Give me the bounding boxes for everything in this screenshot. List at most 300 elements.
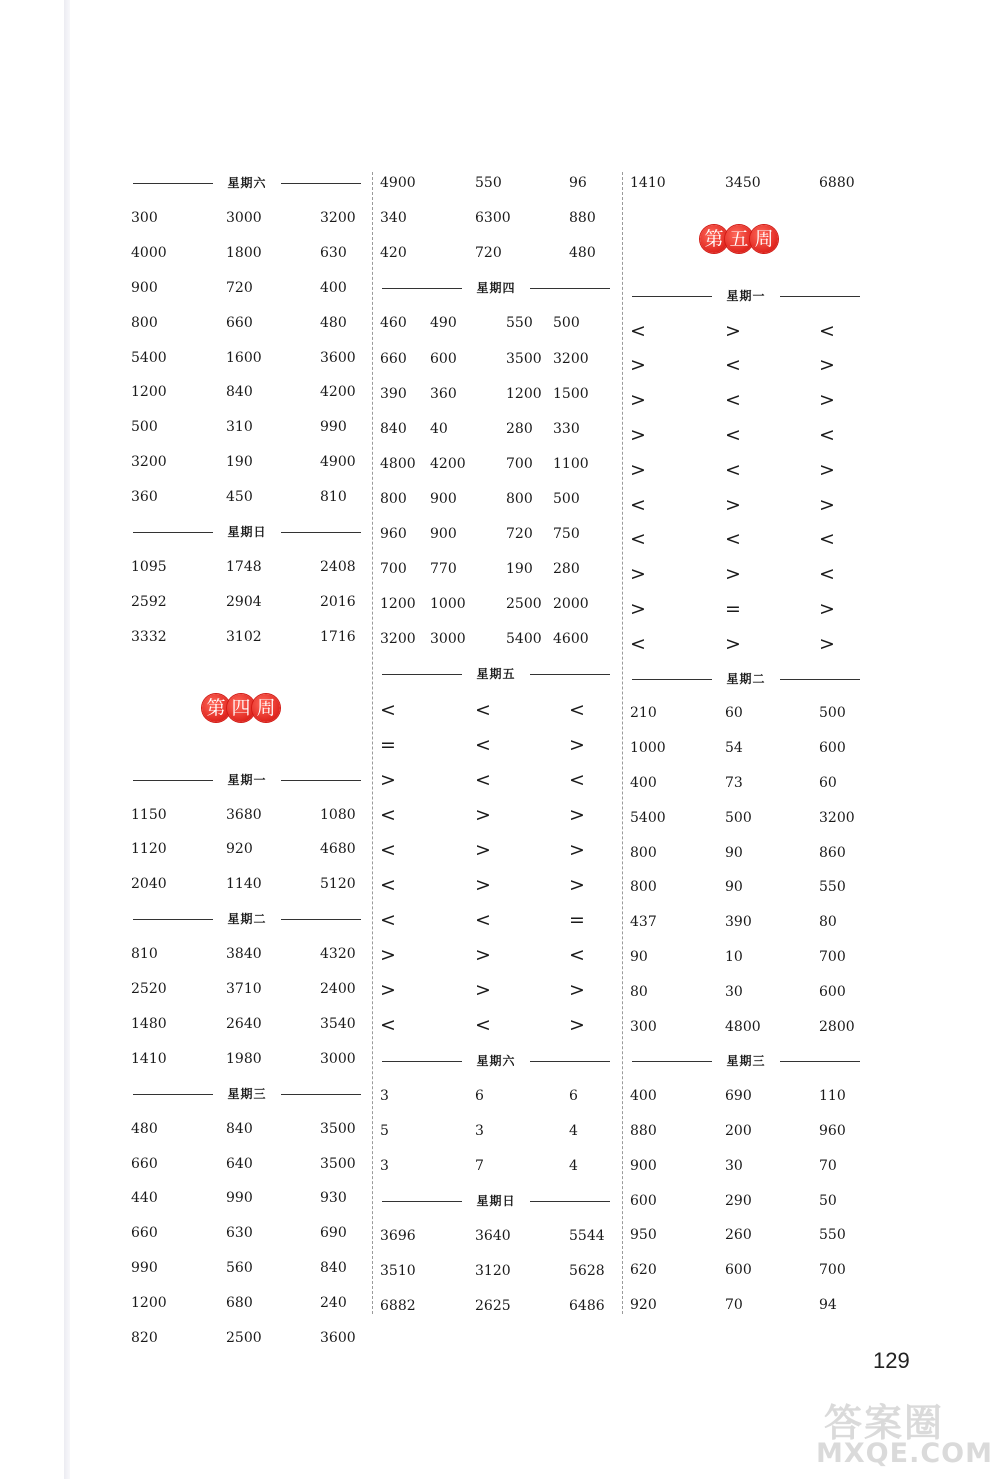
answer-value: 4600 bbox=[553, 631, 589, 648]
answer-row bbox=[380, 1121, 612, 1141]
day-label: 星期二 bbox=[726, 671, 766, 686]
answer-value: 4320 bbox=[320, 946, 356, 963]
answer-value: 1200 bbox=[380, 596, 416, 613]
answer-value: 990 bbox=[226, 1190, 253, 1207]
answer-value: 4200 bbox=[430, 455, 466, 472]
header-rule bbox=[530, 1201, 610, 1202]
answer-value: 3500 bbox=[320, 1120, 356, 1137]
comparison-symbol: < bbox=[630, 319, 646, 342]
answer-value: 600 bbox=[430, 350, 457, 367]
answer-value: 1100 bbox=[553, 455, 589, 472]
watermark bbox=[810, 1392, 1000, 1472]
comparison-symbol: < bbox=[475, 1014, 491, 1037]
answer-row bbox=[131, 1049, 363, 1069]
answer-value: 680 bbox=[226, 1295, 253, 1312]
comparison-symbol: < bbox=[819, 424, 835, 446]
answer-value: 490 bbox=[430, 315, 457, 332]
answer-value: 600 bbox=[630, 1192, 657, 1209]
answer-value: 1716 bbox=[320, 628, 356, 645]
answer-row bbox=[131, 1328, 363, 1348]
answer-value: 4200 bbox=[320, 384, 356, 401]
answer-value: 3 bbox=[380, 1157, 389, 1174]
week-badge-char: 第 bbox=[700, 225, 728, 253]
answer-value: 2640 bbox=[226, 1015, 262, 1032]
answer-value: 880 bbox=[569, 210, 596, 227]
answer-row bbox=[131, 278, 363, 298]
answer-value: 80 bbox=[630, 983, 648, 1000]
answer-value: 990 bbox=[320, 419, 347, 436]
comparison-symbol: > bbox=[630, 563, 646, 586]
answer-row bbox=[131, 313, 363, 333]
header-rule bbox=[281, 919, 361, 920]
comparison-symbol: > bbox=[475, 944, 491, 967]
answer-row bbox=[630, 1017, 862, 1037]
answer-row bbox=[380, 243, 612, 263]
answer-value: 750 bbox=[553, 526, 580, 542]
answer-value: 720 bbox=[506, 526, 533, 542]
day-label: 星期六 bbox=[227, 176, 267, 190]
answer-value: 190 bbox=[506, 561, 533, 578]
comparison-symbol: < bbox=[630, 493, 646, 516]
answer-value: 400 bbox=[320, 279, 347, 296]
comparison-symbol: > bbox=[475, 979, 491, 1002]
day-label: 星期三 bbox=[227, 1086, 267, 1101]
answer-value: 60 bbox=[819, 775, 837, 791]
day-header bbox=[131, 1084, 363, 1104]
answer-value: 2016 bbox=[320, 593, 356, 610]
answer-value: 1480 bbox=[131, 1015, 167, 1032]
answer-value: 1000 bbox=[630, 740, 666, 757]
answer-value: 960 bbox=[380, 526, 407, 542]
answer-value: 6880 bbox=[819, 175, 855, 191]
week-badge bbox=[202, 694, 277, 724]
answer-value: 80 bbox=[819, 914, 837, 931]
day-header bbox=[630, 286, 862, 306]
answer-value: 3680 bbox=[226, 806, 262, 823]
answer-value: 73 bbox=[725, 775, 743, 791]
comparison-symbol: > bbox=[569, 733, 585, 756]
answer-row bbox=[630, 1225, 862, 1245]
comparison-symbol: < bbox=[630, 528, 646, 551]
comparison-symbol: > bbox=[819, 458, 835, 481]
answer-value: 690 bbox=[725, 1088, 752, 1105]
header-rule bbox=[780, 1061, 860, 1062]
answer-value: 600 bbox=[725, 1262, 752, 1279]
answer-row bbox=[630, 495, 862, 515]
answer-value: 1000 bbox=[430, 596, 466, 613]
answer-value: 400 bbox=[630, 775, 657, 791]
header-rule bbox=[632, 679, 712, 680]
answer-row bbox=[380, 1086, 612, 1106]
answer-value: 5120 bbox=[320, 876, 356, 893]
answer-value: 6 bbox=[569, 1087, 578, 1104]
comparison-symbol: < bbox=[725, 354, 741, 377]
answer-value: 2904 bbox=[226, 593, 262, 610]
answer-value: 10 bbox=[725, 949, 743, 965]
comparison-symbol: > bbox=[725, 563, 741, 586]
answer-value: 3 bbox=[475, 1122, 484, 1139]
answer-value: 800 bbox=[630, 879, 657, 896]
answer-value: 1748 bbox=[226, 558, 262, 575]
answer-value: 1095 bbox=[131, 558, 167, 575]
answer-row bbox=[380, 173, 612, 193]
answer-value: 60 bbox=[725, 705, 743, 722]
answer-value: 3200 bbox=[819, 809, 855, 826]
week-badge-char: 五 bbox=[725, 225, 753, 253]
answer-row bbox=[380, 454, 612, 474]
comparison-symbol: > bbox=[475, 803, 491, 826]
answer-row bbox=[380, 594, 612, 614]
page-binding-edge bbox=[64, 0, 70, 1479]
comparison-symbol: > bbox=[819, 389, 835, 412]
answer-row bbox=[380, 1226, 612, 1246]
answer-value: 300 bbox=[131, 209, 158, 226]
answer-value: 40 bbox=[430, 420, 448, 437]
answer-value: 720 bbox=[226, 279, 253, 296]
comparison-symbol: < bbox=[819, 319, 835, 342]
answer-row bbox=[630, 1156, 862, 1176]
comparison-symbol: < bbox=[630, 632, 646, 655]
answer-value: 950 bbox=[630, 1227, 657, 1244]
comparison-symbol: < bbox=[569, 698, 585, 721]
comparison-symbol: < bbox=[725, 389, 741, 412]
answer-value: 1800 bbox=[226, 244, 262, 261]
answer-value: 6882 bbox=[380, 1298, 416, 1315]
answer-value: 930 bbox=[320, 1190, 347, 1207]
comparison-symbol: < bbox=[475, 909, 491, 932]
answer-value: 3120 bbox=[475, 1263, 511, 1280]
answer-row bbox=[131, 1258, 363, 1278]
answer-value: 1410 bbox=[131, 1050, 167, 1067]
answer-value: 550 bbox=[475, 175, 502, 191]
page-number: 129 bbox=[873, 1348, 910, 1373]
answer-row bbox=[131, 382, 363, 402]
answer-value: 600 bbox=[819, 983, 846, 1000]
answer-row bbox=[630, 1191, 862, 1211]
answer-value: 630 bbox=[226, 1225, 253, 1242]
answer-value: 280 bbox=[553, 561, 580, 578]
answer-value: 4 bbox=[569, 1157, 578, 1174]
answer-row bbox=[380, 840, 612, 860]
answer-row bbox=[131, 417, 363, 437]
answer-value: 3332 bbox=[131, 628, 167, 645]
answer-value: 2500 bbox=[226, 1330, 262, 1346]
comparison-symbol: > bbox=[725, 493, 741, 516]
answer-value: 990 bbox=[131, 1260, 158, 1277]
answer-value: 3540 bbox=[320, 1015, 356, 1032]
answer-value: 550 bbox=[819, 1227, 846, 1244]
answer-row bbox=[380, 559, 612, 579]
answer-value: 94 bbox=[819, 1297, 837, 1313]
answer-row bbox=[380, 945, 612, 965]
header-rule bbox=[632, 1061, 712, 1062]
answer-value: 560 bbox=[226, 1260, 253, 1277]
answer-value: 330 bbox=[553, 420, 580, 437]
answer-value: 500 bbox=[819, 705, 846, 722]
answer-row bbox=[380, 629, 612, 649]
answer-value: 90 bbox=[725, 844, 743, 861]
answer-value: 810 bbox=[320, 489, 347, 506]
answer-value: 6300 bbox=[475, 210, 511, 227]
comparison-symbol: < bbox=[725, 528, 741, 551]
answer-row bbox=[380, 1296, 612, 1316]
answer-value: 3840 bbox=[226, 946, 262, 963]
answer-row bbox=[380, 980, 612, 1000]
answer-value: 500 bbox=[553, 315, 580, 332]
answer-row bbox=[131, 1188, 363, 1208]
answer-value: 1140 bbox=[226, 876, 262, 893]
comparison-symbol: > bbox=[569, 979, 585, 1002]
answer-value: 4000 bbox=[131, 244, 167, 261]
answer-row bbox=[630, 877, 862, 897]
answer-row bbox=[131, 487, 363, 507]
answer-value: 7 bbox=[475, 1157, 484, 1174]
answer-row bbox=[131, 592, 363, 612]
comparison-symbol: > bbox=[819, 632, 835, 655]
answer-value: 630 bbox=[320, 244, 347, 261]
answer-value: 310 bbox=[226, 419, 253, 436]
answer-value: 30 bbox=[725, 1157, 743, 1174]
answer-value: 110 bbox=[819, 1088, 846, 1105]
day-header bbox=[380, 1051, 612, 1071]
answer-row bbox=[630, 808, 862, 828]
answer-value: 2500 bbox=[506, 596, 542, 613]
answer-value: 2000 bbox=[553, 596, 589, 613]
day-header bbox=[131, 522, 363, 542]
week-badge-char: 周 bbox=[750, 225, 778, 253]
day-label: 星期日 bbox=[476, 1193, 516, 1208]
answer-row bbox=[131, 1293, 363, 1313]
answer-value: 5400 bbox=[131, 349, 167, 366]
answer-row bbox=[380, 349, 612, 369]
answer-value: 960 bbox=[819, 1123, 846, 1139]
answer-value: 3200 bbox=[380, 631, 416, 648]
answer-value: 550 bbox=[819, 879, 846, 896]
answer-row bbox=[131, 944, 363, 964]
answer-value: 6486 bbox=[569, 1298, 605, 1315]
answer-row bbox=[131, 208, 363, 228]
answer-value: 700 bbox=[819, 1262, 846, 1279]
answer-value: 700 bbox=[380, 561, 407, 578]
watermark-text: 答案圈 bbox=[824, 1401, 945, 1445]
day-label: 星期六 bbox=[476, 1053, 516, 1068]
answer-row bbox=[380, 313, 612, 333]
answer-value: 820 bbox=[131, 1330, 158, 1346]
answer-row bbox=[630, 355, 862, 375]
answer-row bbox=[380, 384, 612, 404]
comparison-symbol: > bbox=[725, 319, 741, 342]
comparison-symbol: > bbox=[475, 838, 491, 861]
answer-row bbox=[630, 564, 862, 584]
header-rule bbox=[382, 1201, 462, 1202]
answer-value: 3000 bbox=[320, 1050, 356, 1067]
comparison-symbol: = bbox=[380, 733, 396, 756]
column-divider bbox=[622, 172, 623, 1314]
answer-value: 1980 bbox=[226, 1050, 262, 1067]
answer-value: 3200 bbox=[320, 209, 356, 226]
answer-row bbox=[380, 735, 612, 755]
answer-value: 840 bbox=[226, 384, 253, 401]
answer-value: 390 bbox=[725, 914, 752, 931]
answer-value: 290 bbox=[725, 1192, 752, 1209]
comparison-symbol: < bbox=[380, 838, 396, 861]
answer-row bbox=[380, 700, 612, 720]
comparison-symbol: > bbox=[819, 354, 835, 377]
answer-row bbox=[630, 1121, 862, 1141]
answer-row bbox=[380, 805, 612, 825]
answer-value: 30 bbox=[725, 983, 743, 1000]
answer-value: 480 bbox=[320, 314, 347, 331]
day-header bbox=[380, 664, 612, 684]
answer-value: 3102 bbox=[226, 628, 262, 645]
comparison-symbol: = bbox=[569, 909, 585, 932]
header-rule bbox=[133, 532, 213, 533]
answer-value: 437 bbox=[630, 914, 657, 931]
comparison-symbol: > bbox=[630, 354, 646, 377]
header-rule bbox=[133, 183, 213, 184]
header-rule bbox=[382, 674, 462, 675]
answer-row bbox=[131, 1223, 363, 1243]
answer-value: 700 bbox=[506, 455, 533, 472]
answer-value: 860 bbox=[819, 844, 846, 861]
comparison-symbol: > bbox=[569, 1014, 585, 1037]
answer-value: 480 bbox=[131, 1120, 158, 1137]
answer-value: 390 bbox=[380, 385, 407, 402]
answer-row bbox=[131, 348, 363, 368]
answer-row bbox=[131, 874, 363, 894]
answer-value: 190 bbox=[226, 454, 253, 471]
answer-row bbox=[630, 599, 862, 619]
answer-value: 2800 bbox=[819, 1018, 855, 1035]
answer-row bbox=[630, 460, 862, 480]
answer-value: 210 bbox=[630, 705, 657, 722]
answer-value: 550 bbox=[506, 315, 533, 332]
answer-value: 90 bbox=[725, 879, 743, 896]
answer-value: 460 bbox=[380, 315, 407, 332]
answer-row bbox=[131, 839, 363, 859]
answer-value: 3200 bbox=[553, 350, 589, 367]
week-badge-char: 四 bbox=[227, 694, 255, 722]
answer-value: 4 bbox=[569, 1122, 578, 1139]
header-rule bbox=[780, 679, 860, 680]
answer-value: 3000 bbox=[430, 631, 466, 648]
comparison-symbol: < bbox=[380, 698, 396, 721]
answer-value: 450 bbox=[226, 489, 253, 506]
answer-value: 1200 bbox=[506, 385, 542, 402]
answer-row bbox=[131, 627, 363, 647]
comparison-symbol: < bbox=[569, 944, 585, 967]
comparison-symbol: < bbox=[725, 424, 741, 446]
day-header bbox=[380, 1191, 612, 1211]
answer-row bbox=[380, 910, 612, 930]
answer-value: 1150 bbox=[131, 806, 167, 823]
answer-row bbox=[131, 557, 363, 577]
comparison-symbol: > bbox=[380, 979, 396, 1002]
answer-row bbox=[630, 173, 862, 193]
answer-value: 920 bbox=[630, 1297, 657, 1313]
comparison-symbol: < bbox=[475, 698, 491, 721]
week-badge bbox=[700, 225, 775, 255]
header-rule bbox=[281, 532, 361, 533]
answer-value: 2400 bbox=[320, 981, 356, 997]
answer-value: 660 bbox=[131, 1225, 158, 1242]
answer-value: 720 bbox=[475, 245, 502, 262]
answer-row bbox=[630, 703, 862, 723]
answer-value: 5544 bbox=[569, 1228, 605, 1244]
answer-value: 660 bbox=[380, 350, 407, 367]
answer-value: 3500 bbox=[320, 1155, 356, 1172]
answer-value: 770 bbox=[430, 561, 457, 578]
answer-value: 1080 bbox=[320, 806, 356, 823]
answer-row bbox=[630, 982, 862, 1002]
answer-row bbox=[380, 875, 612, 895]
answer-value: 1120 bbox=[131, 841, 167, 858]
answer-value: 3510 bbox=[380, 1263, 416, 1280]
answer-value: 2040 bbox=[131, 876, 167, 893]
answer-row bbox=[630, 738, 862, 758]
answer-row bbox=[630, 947, 862, 967]
answer-value: 640 bbox=[226, 1155, 253, 1172]
comparison-symbol: > bbox=[630, 458, 646, 481]
answer-row bbox=[630, 1260, 862, 1280]
answer-value: 620 bbox=[630, 1262, 657, 1279]
day-label: 星期五 bbox=[476, 667, 516, 682]
comparison-symbol: > bbox=[630, 389, 646, 412]
answer-value: 3450 bbox=[725, 175, 761, 191]
answer-value: 840 bbox=[320, 1260, 347, 1277]
answer-value: 1200 bbox=[131, 1295, 167, 1312]
header-rule bbox=[530, 288, 610, 289]
answer-value: 360 bbox=[430, 385, 457, 402]
answer-value: 800 bbox=[380, 490, 407, 507]
answer-value: 800 bbox=[630, 844, 657, 861]
answer-value: 3 bbox=[380, 1087, 389, 1104]
answer-value: 600 bbox=[819, 740, 846, 757]
comparison-symbol: > bbox=[569, 838, 585, 861]
comparison-symbol: > bbox=[475, 874, 491, 896]
answer-value: 5400 bbox=[506, 631, 542, 648]
header-rule bbox=[281, 780, 361, 781]
answer-value: 500 bbox=[131, 419, 158, 436]
day-label: 星期日 bbox=[227, 525, 267, 539]
answer-value: 260 bbox=[725, 1227, 752, 1244]
answer-value: 3696 bbox=[380, 1228, 416, 1244]
day-header bbox=[630, 669, 862, 689]
answer-row bbox=[630, 529, 862, 549]
comparison-symbol: > bbox=[819, 493, 835, 516]
answer-value: 3710 bbox=[226, 981, 262, 997]
comparison-symbol: < bbox=[569, 768, 585, 791]
answer-row bbox=[630, 1086, 862, 1106]
answer-value: 810 bbox=[131, 946, 158, 963]
comparison-symbol: < bbox=[819, 563, 835, 586]
answer-row bbox=[630, 390, 862, 410]
answer-value: 3500 bbox=[506, 350, 542, 367]
answer-value: 4900 bbox=[380, 175, 416, 191]
week-badge-char: 周 bbox=[252, 694, 280, 722]
day-label: 星期三 bbox=[726, 1054, 766, 1069]
answer-row bbox=[630, 773, 862, 793]
header-rule bbox=[382, 288, 462, 289]
header-rule bbox=[281, 183, 361, 184]
answer-value: 480 bbox=[569, 245, 596, 262]
comparison-symbol: < bbox=[380, 909, 396, 932]
answer-value: 5 bbox=[380, 1122, 389, 1139]
answer-value: 690 bbox=[320, 1225, 347, 1242]
answer-value: 1500 bbox=[553, 385, 589, 402]
answer-value: 360 bbox=[131, 489, 158, 506]
answer-value: 4800 bbox=[380, 455, 416, 472]
